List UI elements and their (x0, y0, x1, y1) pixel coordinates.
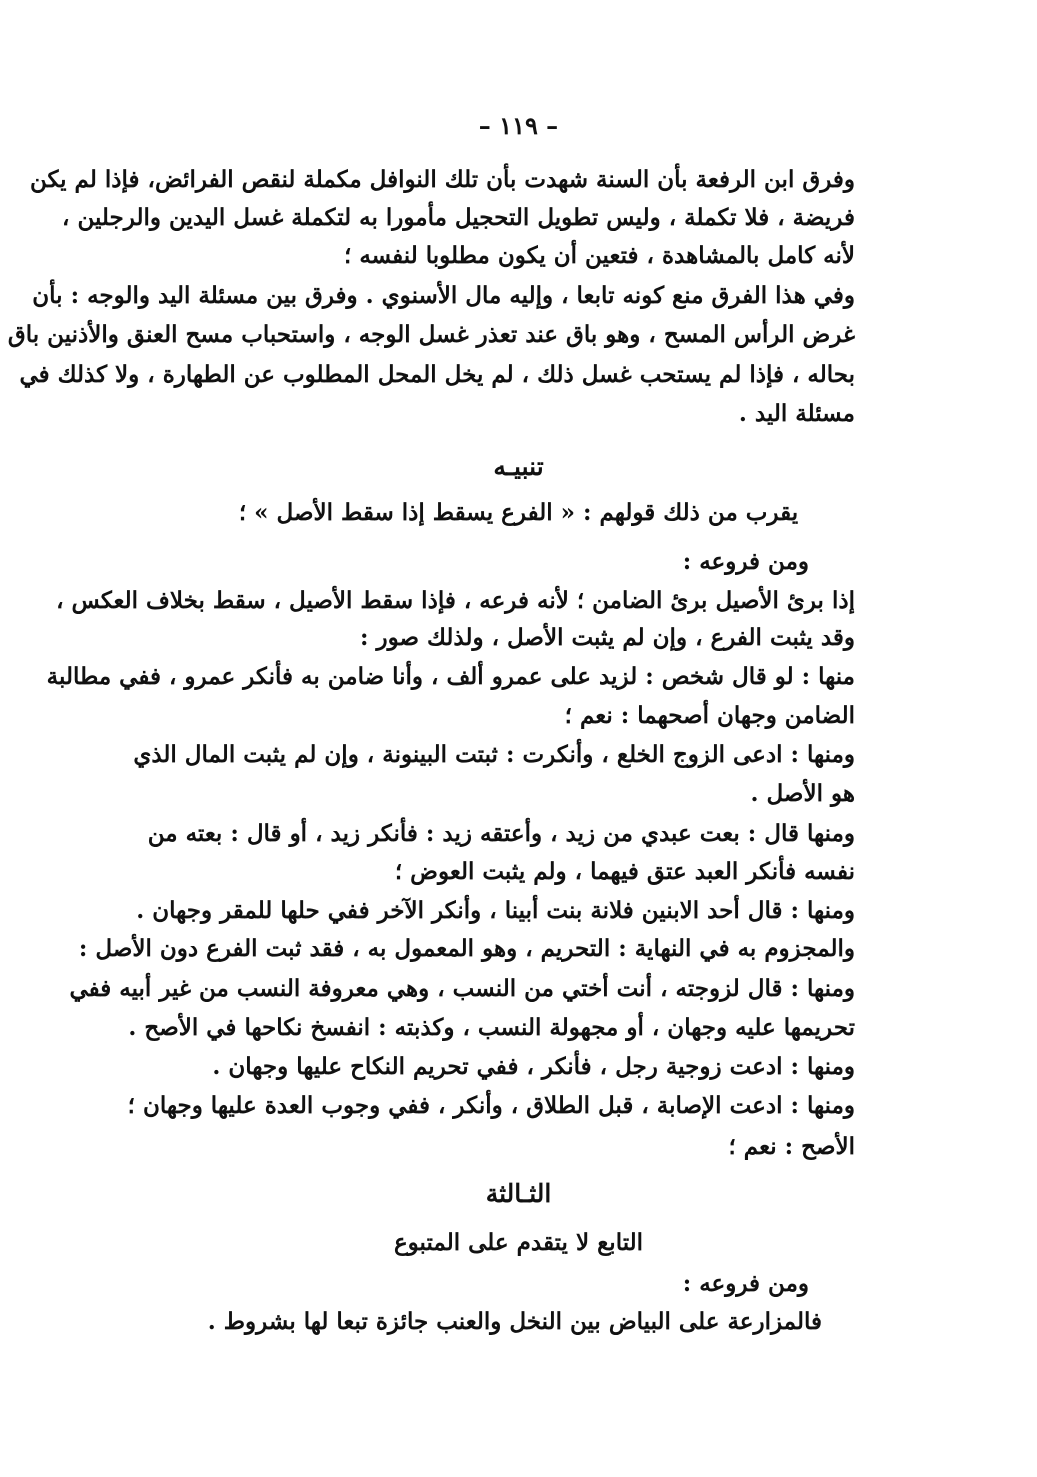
paragraph-3-line-1: إذا برئ الأصيل برئ الضامن ؛ لأنه فرعه ، فإذا سقط الأصيل ، سقط بخلاف العكس ، (56, 587, 855, 614)
section-heading-tanbih: تنبيـه (493, 452, 544, 481)
paragraph-6-line-2: نفسه فأنكر العبد عتق فيهما ، ولم يثبت العوض ؛ (394, 858, 855, 885)
paragraph-1-line-2: فريضة ، فلا تكملة ، وليس تطويل التحجيل مأمورا به لتكملة غسل اليدين والرجلين ، (62, 204, 855, 231)
paragraph-3-line-2: وقد يثبت الفرع ، وإن لم يثبت الأصل ، ولذلك صور : (359, 624, 855, 651)
section-heading-thalitha: الثـالثة (485, 1179, 552, 1208)
paragraph-7-line-1: ومنها : قال أحد الابنين فلانة بنت أبينا ، وأنكر الآخر ففي حلها للمقر وجهان . (136, 897, 855, 924)
paragraph-2-line-2: غرض الرأس المسح ، وهو باق عند تعذر غسل الوجه ، واستحباب مسح العنق والأذنين باق (7, 321, 855, 348)
furu-intro: ومن فروعه : (682, 548, 809, 575)
paragraph-2-line-3: بحاله ، فإذا لم يستحب غسل ذلك ، لم يخل المحل المطلوب عن الطهارة ، ولا كذلك في (19, 361, 855, 388)
paragraph-1-line-3: لأنه كامل بالمشاهدة ، فتعين أن يكون مطلوبا لنفسه ؛ (344, 242, 855, 269)
paragraph-1-line-1: وفرق ابن الرفعة بأن السنة شهدت بأن تلك النوافل مكملة لنقص الفرائض، فإذا لم يكن (29, 166, 855, 193)
paragraph-2-line-4: مسئلة اليد . (738, 400, 855, 427)
paragraph-10-line-2: الأصح : نعم ؛ (728, 1133, 855, 1160)
page-number: – ١١٩ – (478, 111, 559, 140)
paragraph-9-line-1: ومنها : ادعت زوجية رجل ، فأنكر ، ففي تحريم النكاح عليها وجهان . (212, 1053, 855, 1080)
paragraph-8-line-2: تحريمها عليه وجهان ، أو مجهولة النسب ، وكذبته : انفسخ نكاحها في الأصح . (128, 1014, 855, 1041)
paragraph-7-line-2: والمجزوم به في النهاية : التحريم ، وهو المعمول به ، فقد ثبت الفرع دون الأصل : (78, 935, 855, 962)
paragraph-6-line-1: ومنها قال : بعت عبدي من زيد ، وأعتقه زيد : فأنكر زيد ، أو قال : بعته من (147, 820, 855, 847)
paragraph-5-line-2: هو الأصل . (750, 780, 855, 807)
tanbih-rule-text: يقرب من ذلك قولهم : « الفرع يسقط إذا سقط الأصل » ؛ (238, 499, 799, 526)
furu-intro-2: ومن فروعه : (682, 1270, 809, 1297)
rule-statement: التابع لا يتقدم على المتبوع (393, 1229, 644, 1256)
paragraph-2-line-1: وفي هذا الفرق منع كونه تابعا ، وإليه مال الأسنوي . وفرق بين مسئلة اليد والوجه : بأن (32, 282, 855, 309)
paragraph-4-line-1: منها : لو قال شخص : لزيد على عمرو ألف ، وأنا ضامن به فأنكر عمرو ، ففي مطالبة (46, 663, 855, 690)
paragraph-5-line-1: ومنها : ادعى الزوج الخلع ، وأنكرت : ثبتت البينونة ، وإن لم يثبت المال الذي (133, 741, 855, 768)
last-line: فالمزارعة على البياض بين النخل والعنب جائزة تبعا لها بشروط . (207, 1308, 822, 1335)
paragraph-10-line-1: ومنها : ادعت الإصابة ، قبل الطلاق ، وأنكر ، ففي وجوب العدة عليها وجهان ؛ (127, 1092, 855, 1119)
paragraph-8-line-1: ومنها : قال لزوجته ، أنت أختي من النسب ، وهي معروفة النسب من غير أبيه ففي (69, 975, 855, 1002)
paragraph-4-line-2: الضامن وجهان أصحهما : نعم ؛ (564, 702, 855, 729)
